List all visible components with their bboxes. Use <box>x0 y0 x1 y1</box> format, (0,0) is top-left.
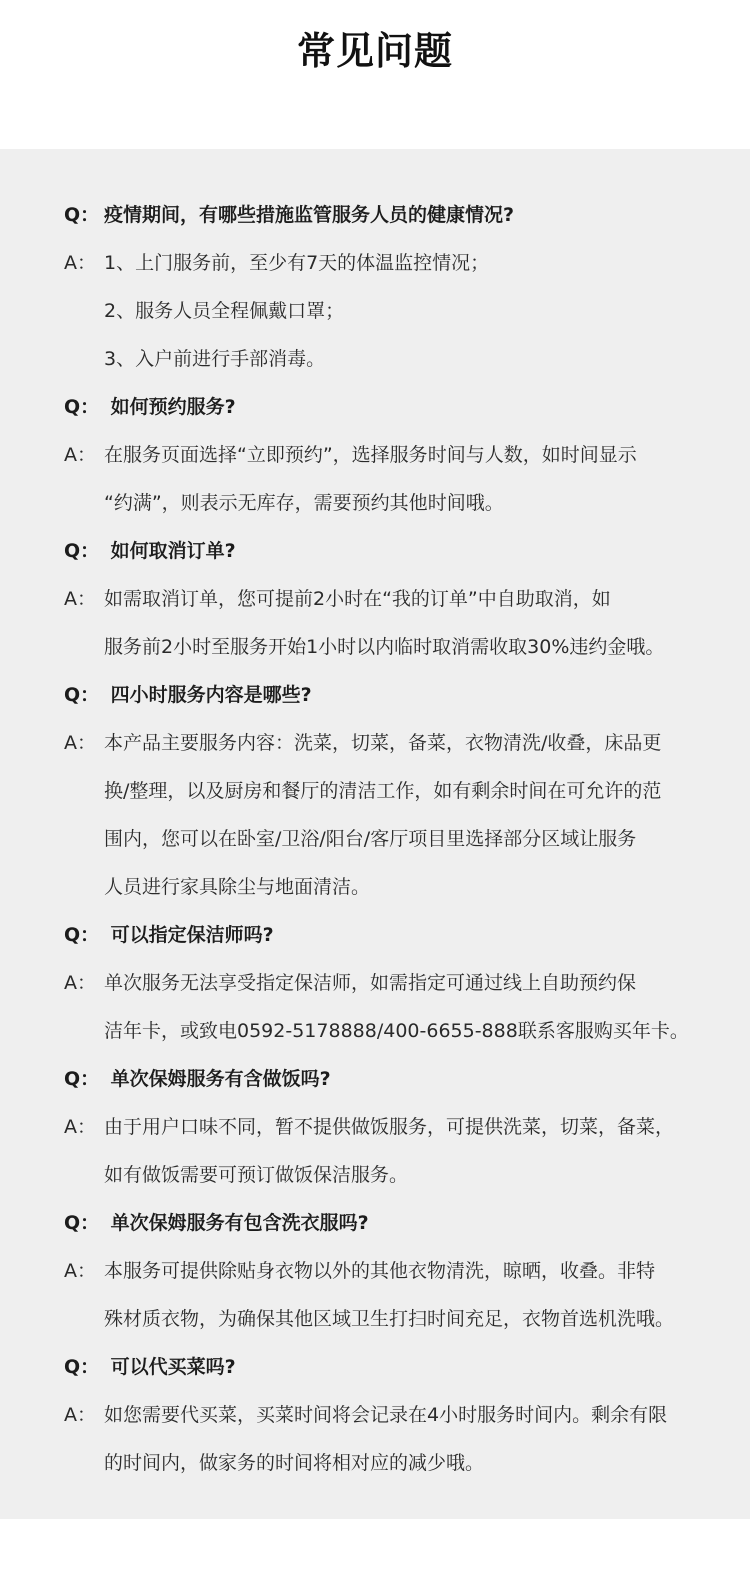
question-prefix: Q： <box>64 1356 100 1378</box>
question-text: 单次保姆服务有含做饭吗? <box>104 1068 331 1090</box>
faq-answer-row <box>64 959 724 1055</box>
faq-answer-row <box>64 1247 724 1343</box>
faq-panel <box>0 149 750 1519</box>
answer-text <box>104 1247 674 1343</box>
answer-prefix: A： <box>64 972 96 994</box>
faq-list <box>64 191 724 1487</box>
question-text: 疫情期间，有哪些措施监管服务人员的健康情况? <box>104 204 515 226</box>
faq-question-row <box>64 383 724 431</box>
faq-answer-row <box>64 431 724 527</box>
answer-line: 如您需要代买菜，买菜时间将会记录在4小时服务时间内。剩余有限 <box>104 1404 668 1426</box>
faq-question-row <box>64 1055 724 1103</box>
faq-question-row <box>64 527 724 575</box>
answer-text <box>104 1103 674 1199</box>
question-prefix: Q： <box>64 540 100 562</box>
answer-prefix: A： <box>64 444 96 466</box>
faq-answer-row <box>64 239 724 383</box>
answer-text <box>104 575 664 671</box>
faq-question-row <box>64 191 724 239</box>
question-text: 单次保姆服务有包含洗衣服吗? <box>104 1212 369 1234</box>
faq-answer-row <box>64 1103 724 1199</box>
answer-line: 围内，您可以在卧室/卫浴/阳台/客厅项目里选择部分区域让服务 <box>104 828 637 850</box>
answer-line: 殊材质衣物，为确保其他区域卫生打扫时间充足，衣物首选机洗哦。 <box>104 1308 675 1330</box>
answer-prefix: A： <box>64 732 96 754</box>
answer-line: 如需取消订单，您可提前2小时在“我的订单”中自助取消，如 <box>104 588 611 610</box>
answer-prefix: A： <box>64 1260 96 1282</box>
answer-text <box>104 1391 667 1487</box>
answer-prefix: A： <box>64 1116 96 1138</box>
answer-text <box>104 959 689 1055</box>
question-text: 可以指定保洁师吗? <box>104 924 274 946</box>
answer-line: 如有做饭需要可预订做饭保洁服务。 <box>104 1164 409 1186</box>
question-text: 四小时服务内容是哪些? <box>104 684 312 706</box>
answer-text <box>104 239 489 383</box>
answer-line: 的时间内，做家务的时间将相对应的减少哦。 <box>104 1452 485 1474</box>
answer-line: 3、入户前进行手部消毒。 <box>104 348 326 370</box>
answer-line: 在服务页面选择“立即预约”，选择服务时间与人数，如时间显示 <box>104 444 637 466</box>
answer-text <box>104 431 637 527</box>
question-text: 如何取消订单? <box>104 540 236 562</box>
answer-line: 换/整理，以及厨房和餐厅的清洁工作，如有剩余时间在可允许的范 <box>104 780 662 802</box>
page-header <box>0 0 750 149</box>
faq-question-row <box>64 1343 724 1391</box>
answer-line: 1、上门服务前，至少有7天的体温监控情况； <box>104 252 490 274</box>
answer-line: 本服务可提供除贴身衣物以外的其他衣物清洗，晾晒，收叠。非特 <box>104 1260 656 1282</box>
answer-line: 本产品主要服务内容：洗菜，切菜，备菜，衣物清洗/收叠，床品更 <box>104 732 662 754</box>
question-prefix: Q： <box>64 1212 100 1234</box>
answer-prefix: A： <box>64 588 96 610</box>
question-text: 如何预约服务? <box>104 396 236 418</box>
faq-answer-row <box>64 575 724 671</box>
question-prefix: Q： <box>64 204 100 226</box>
answer-text <box>104 719 661 911</box>
question-prefix: Q： <box>64 396 100 418</box>
faq-answer-row <box>64 719 724 911</box>
faq-answer-row <box>64 1391 724 1487</box>
answer-line: 洁年卡，或致电0592-5178888/400-6655-888联系客服购买年卡。 <box>104 1020 689 1042</box>
question-prefix: Q： <box>64 924 100 946</box>
answer-prefix: A： <box>64 1404 96 1426</box>
question-text: 可以代买菜吗? <box>104 1356 236 1378</box>
answer-line: 人员进行家具除尘与地面清洁。 <box>104 876 371 898</box>
answer-line: “约满”，则表示无库存，需要预约其他时间哦。 <box>104 492 504 514</box>
answer-line: 2、服务人员全程佩戴口罩； <box>104 300 345 322</box>
answer-line: 单次服务无法享受指定保洁师，如需指定可通过线上自助预约保 <box>104 972 637 994</box>
faq-question-row <box>64 1199 724 1247</box>
answer-line: 由于用户口味不同，暂不提供做饭服务，可提供洗菜，切菜，备菜， <box>104 1116 675 1138</box>
faq-question-row <box>64 671 724 719</box>
faq-question-row <box>64 911 724 959</box>
question-prefix: Q： <box>64 684 100 706</box>
page-title: 常见问题 <box>296 29 453 73</box>
answer-line: 服务前2小时至服务开始1小时以内临时取消需收取30%违约金哦。 <box>104 636 665 658</box>
answer-prefix: A： <box>64 252 96 274</box>
question-prefix: Q： <box>64 1068 100 1090</box>
